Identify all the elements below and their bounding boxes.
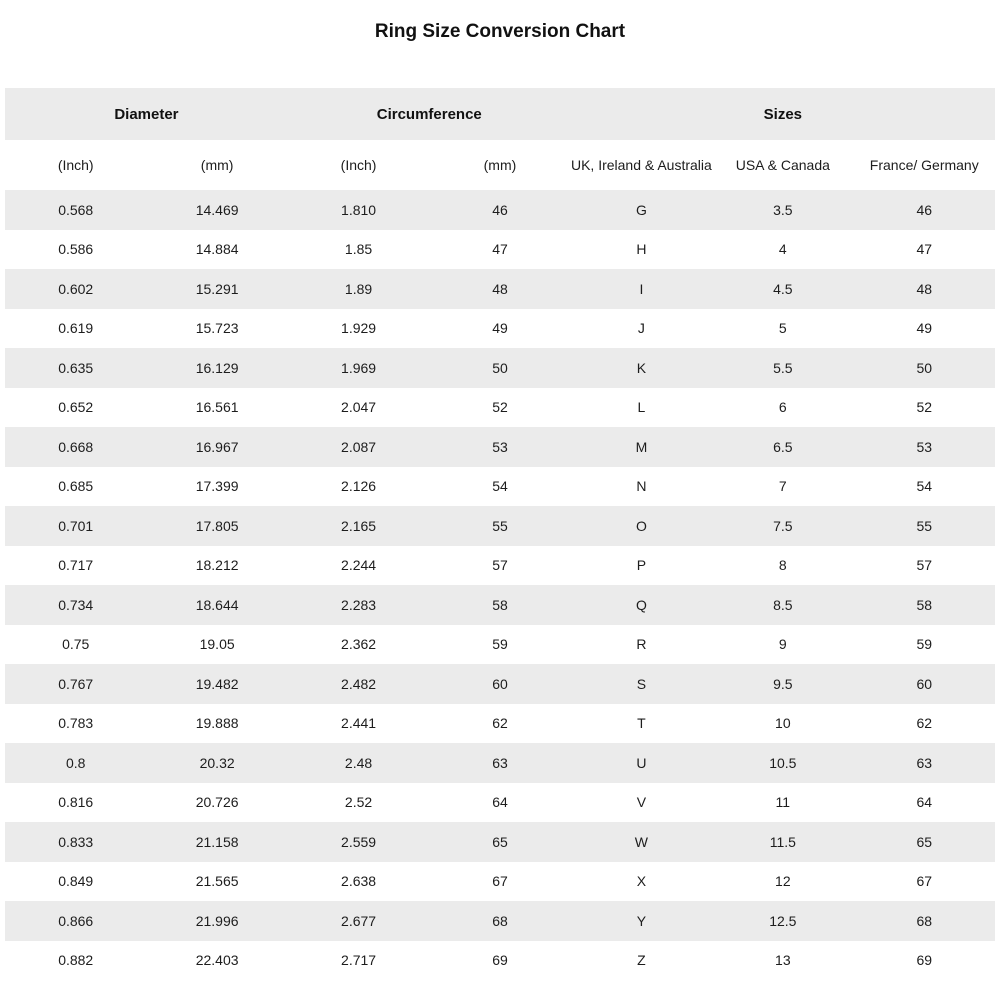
table-row	[5, 901, 995, 941]
table-cell: 62	[916, 715, 933, 732]
table-cell: 0.882	[58, 952, 94, 969]
table-cell: 20.32	[199, 754, 235, 771]
table-row	[5, 388, 995, 428]
table-cell: 0.783	[58, 715, 94, 732]
page-title: Ring Size Conversion Chart	[374, 21, 626, 42]
table-cell: 64	[916, 794, 933, 811]
table-cell: O	[635, 517, 647, 534]
table-row	[5, 862, 995, 902]
table-cell: 0.833	[58, 833, 94, 850]
table-cell: M	[635, 438, 648, 455]
table-cell: V	[636, 794, 647, 811]
table-cell: 6.5	[773, 438, 793, 455]
table-cell: 7.5	[773, 517, 793, 534]
table-cell: 2.441	[341, 715, 377, 732]
table-cell: 47	[492, 241, 508, 258]
table-cell: T	[637, 715, 646, 732]
table-cell: 10.5	[769, 754, 797, 771]
column-header-row	[5, 140, 995, 190]
table-cell: 63	[492, 754, 508, 771]
table-cell: 1.85	[344, 241, 373, 258]
table-cell: 46	[492, 201, 508, 218]
table-cell: 15.723	[195, 320, 239, 337]
table-cell: 0.8	[65, 754, 86, 771]
table-cell: 58	[916, 596, 933, 613]
table-cell: 0.75	[62, 636, 90, 653]
table-cell: 2.244	[341, 557, 377, 574]
table-cell: 9	[778, 636, 787, 653]
table-row	[5, 190, 995, 230]
table-cell: G	[635, 201, 647, 218]
table-cell: 21.996	[195, 912, 239, 929]
table-cell: 15.291	[195, 280, 239, 297]
table-cell: 50	[916, 359, 933, 376]
table-cell: 16.967	[195, 438, 239, 455]
table-cell: 8	[778, 557, 787, 574]
table-cell: 19.482	[195, 675, 239, 692]
table-cell: 0.701	[58, 517, 94, 534]
table-cell: 20.726	[195, 794, 239, 811]
table-cell: 60	[492, 675, 508, 692]
table-cell: I	[639, 280, 644, 297]
table-cell: 53	[916, 438, 933, 455]
table-cell: 12.5	[769, 912, 797, 929]
table-cell: 1.89	[344, 280, 373, 297]
table-cell: 2.717	[341, 952, 377, 969]
table-cell: 5	[778, 320, 787, 337]
table-cell: 11	[775, 794, 791, 811]
column-header-cell: (mm)	[200, 156, 234, 173]
table-row	[5, 309, 995, 349]
table-cell: 52	[492, 399, 508, 416]
table-cell: 59	[492, 636, 508, 653]
table-cell: R	[636, 636, 647, 653]
table-cell: 68	[916, 912, 933, 929]
table-cell: W	[634, 833, 648, 850]
table-cell: 1.810	[341, 201, 377, 218]
table-cell: 0.602	[58, 280, 94, 297]
table-cell: 13	[775, 952, 791, 969]
table-cell: Y	[636, 912, 647, 929]
table-cell: X	[636, 873, 647, 890]
table-cell: 47	[916, 241, 933, 258]
column-header-cell: UK, Ireland & Australia	[570, 156, 712, 173]
table-cell: 2.559	[341, 833, 377, 850]
table-cell: 17.805	[195, 517, 239, 534]
table-cell: 49	[492, 320, 508, 337]
table-cell: 0.849	[58, 873, 94, 890]
table-cell: 6	[778, 399, 787, 416]
table-cell: 18.644	[195, 596, 239, 613]
table-cell: 67	[492, 873, 508, 890]
table-cell: 0.816	[58, 794, 94, 811]
table-cell: 67	[916, 873, 933, 890]
table-cell: 49	[916, 320, 933, 337]
table-cell: 69	[492, 952, 508, 969]
table-cell: H	[636, 241, 647, 258]
table-cell: 5.5	[773, 359, 793, 376]
table-cell: S	[636, 675, 647, 692]
table-cell: K	[636, 359, 647, 376]
column-header-cell: (Inch)	[340, 156, 377, 173]
group-header-cell: Diameter	[114, 105, 179, 123]
table-cell: N	[636, 478, 647, 495]
table-cell: 4	[778, 241, 787, 258]
table-body	[5, 190, 995, 980]
table-row	[5, 783, 995, 823]
table-cell: U	[636, 754, 647, 771]
table-cell: 14.469	[195, 201, 239, 218]
table-row	[5, 546, 995, 586]
table-cell: 65	[916, 833, 933, 850]
table-cell: 52	[916, 399, 933, 416]
group-header-cell: Sizes	[763, 105, 803, 123]
table-cell: 7	[778, 478, 787, 495]
table-cell: 8.5	[773, 596, 793, 613]
table-cell: 2.283	[341, 596, 377, 613]
table-row	[5, 585, 995, 625]
table-cell: 2.087	[341, 438, 377, 455]
table-cell: 0.619	[58, 320, 94, 337]
table-row	[5, 625, 995, 665]
table-cell: 16.129	[195, 359, 239, 376]
group-header-row	[5, 88, 995, 140]
table-cell: 0.568	[58, 201, 94, 218]
table-cell: 54	[492, 478, 508, 495]
table-cell: 2.48	[344, 754, 373, 771]
table-cell: 11.5	[769, 833, 796, 850]
table-cell: 64	[492, 794, 508, 811]
table-cell: 2.047	[341, 399, 377, 416]
table-cell: 2.126	[341, 478, 377, 495]
table-cell: 53	[492, 438, 508, 455]
column-header-cell: (Inch)	[57, 156, 94, 173]
table-cell: 59	[916, 636, 933, 653]
table-cell: 19.888	[195, 715, 239, 732]
table-cell: 1.969	[341, 359, 377, 376]
table-cell: 2.362	[341, 636, 377, 653]
table-row	[5, 506, 995, 546]
table-cell: 2.482	[341, 675, 377, 692]
column-header-cell: USA & Canada	[735, 156, 830, 173]
table-row	[5, 467, 995, 507]
table-cell: Z	[637, 952, 646, 969]
table-cell: 9.5	[773, 675, 793, 692]
table-row	[5, 348, 995, 388]
table-cell: 46	[916, 201, 933, 218]
table-cell: 55	[916, 517, 933, 534]
table-cell: 62	[492, 715, 508, 732]
table-cell: 48	[492, 280, 508, 297]
table-cell: 21.565	[195, 873, 239, 890]
table-cell: 1.929	[341, 320, 377, 337]
table-cell: 0.866	[58, 912, 94, 929]
table-cell: 0.767	[58, 675, 94, 692]
table-cell: 50	[492, 359, 508, 376]
table-cell: 22.403	[195, 952, 239, 969]
table-row	[5, 743, 995, 783]
group-header-cell: Circumference	[376, 105, 482, 123]
table-cell: 18.212	[195, 557, 239, 574]
table-cell: P	[636, 557, 647, 574]
table-row	[5, 230, 995, 270]
table-cell: J	[637, 320, 645, 337]
table-cell: 14.884	[195, 241, 239, 258]
table-cell: 65	[492, 833, 508, 850]
table-cell: 2.165	[341, 517, 377, 534]
table-row	[5, 822, 995, 862]
table-cell: 0.586	[58, 241, 94, 258]
table-cell: 17.399	[195, 478, 239, 495]
column-header-cell: (mm)	[483, 156, 517, 173]
table-cell: 3.5	[773, 201, 793, 218]
table-cell: 63	[916, 754, 933, 771]
table-cell: 0.685	[58, 478, 94, 495]
table-cell: 0.635	[58, 359, 94, 376]
table-cell: 54	[916, 478, 933, 495]
table-cell: 10	[775, 715, 791, 732]
table-cell: 60	[916, 675, 933, 692]
table-row	[5, 269, 995, 309]
table-row	[5, 704, 995, 744]
table-cell: 57	[916, 557, 933, 574]
table-cell: 48	[916, 280, 933, 297]
table-cell: 4.5	[773, 280, 793, 297]
table-cell: 68	[492, 912, 508, 929]
table-cell: 58	[492, 596, 508, 613]
table-cell: 0.734	[58, 596, 94, 613]
table-head	[5, 88, 995, 190]
table-cell: 21.158	[195, 833, 239, 850]
table-cell: 16.561	[195, 399, 239, 416]
column-header-cell: France/ Germany	[869, 156, 979, 173]
table-cell: 0.668	[58, 438, 94, 455]
table-cell: 55	[492, 517, 508, 534]
table-cell: 2.677	[341, 912, 377, 929]
table-cell: 2.638	[341, 873, 377, 890]
table-cell: 0.717	[58, 557, 94, 574]
table-cell: 0.652	[58, 399, 94, 416]
table-row	[5, 941, 995, 981]
table-cell: 12	[775, 873, 791, 890]
table-row	[5, 664, 995, 704]
table-cell: 2.52	[344, 794, 373, 811]
table-cell: 69	[916, 952, 933, 969]
table-cell: 19.05	[199, 636, 235, 653]
table-row	[5, 427, 995, 467]
table-cell: L	[637, 399, 646, 416]
table-cell: Q	[635, 596, 647, 613]
ring-size-conversion-table	[5, 88, 995, 980]
table-cell: 57	[492, 557, 508, 574]
